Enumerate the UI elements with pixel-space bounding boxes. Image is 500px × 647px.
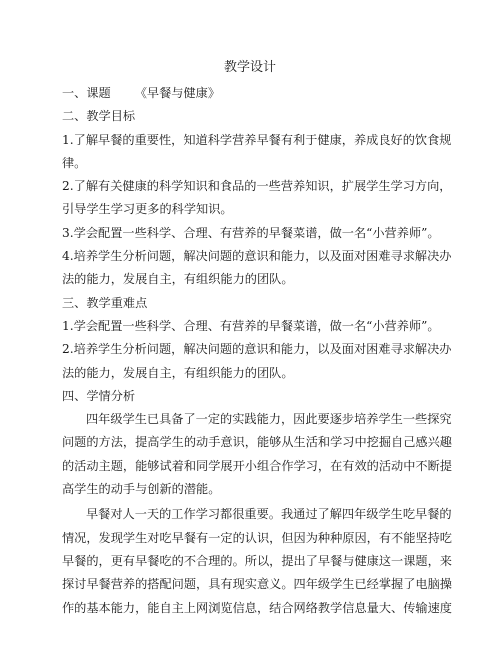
analysis-paragraph-2-line: 早餐对人一天的工作学习都很重要。我通过了解四年级学生吃早餐的 (86, 507, 452, 522)
objective-line: 3.学会配置一些科学、合理、有营养的早餐菜谱，做一名“小营养师”。 (62, 225, 440, 240)
objective-line: 2.了解有关健康的科学知识和食品的一些营养知识，扩展学生学习方向， (62, 179, 452, 194)
section-topic (62, 82, 428, 105)
analysis-paragraph-2-line: 探讨早餐营养的搭配问题，具有现实意义。四年级学生已经掌握了电脑操 (62, 577, 452, 592)
section-objectives-heading: 二、教学目标 (62, 109, 136, 124)
analysis-paragraph-1-line: 四年级学生已具备了一定的实践能力，因此要逐步培养学生一些探究 (86, 412, 452, 427)
objective-line: 法的能力，发展自主，有组织能力的团队。 (62, 272, 294, 287)
section-key-points-heading: 三、教学重难点 (62, 295, 148, 310)
analysis-paragraph-2-line: 早餐的，更有早餐吃的不合理的。所以，提出了早餐与健康这一课题，来 (62, 553, 452, 568)
section-topic-line (62, 82, 428, 105)
section-key-points (62, 292, 452, 385)
key-point-line: 2.培养学生分析问题，解决问题的意识和能力，以及面对困难寻求解决办 (62, 342, 452, 357)
objective-line: 律。 (62, 155, 87, 170)
objective-line: 1.了解早餐的重要性，知道科学营养早餐有利于健康，养成良好的饮食规 (62, 132, 452, 147)
section-student-analysis-heading: 四、学情分析 (62, 388, 136, 403)
objective-line: 4.培养学生分析问题，解决问题的意识和能力，以及面对困难寻求解决办 (62, 249, 452, 264)
objective-line: 引导学生学习更多的科学知识。 (62, 202, 233, 217)
section-student-analysis (62, 385, 452, 620)
section-topic-heading: 一、课题 (62, 86, 111, 100)
analysis-paragraph-2-line: 作的基本能力，能自主上网浏览信息，结合网络教学信息量大、传输速度 (62, 600, 452, 615)
analysis-paragraph-2-line: 情况，发现学生对吃早餐有一定的认识，但因为种种原因，有不能坚持吃 (62, 530, 452, 545)
analysis-paragraph-1-line: 的活动主题，能够试着和同学展开小组合作学习，在有效的活动中不断提 (62, 458, 452, 473)
key-point-line: 法的能力，发展自主，有组织能力的团队。 (62, 365, 294, 380)
analysis-paragraph-1-line: 高学生的动手与创新的潜能。 (62, 482, 221, 497)
analysis-paragraph-1-line: 问题的方法，提高学生的动手意识，能够从生活和学习中挖掘自己感兴趣 (62, 435, 452, 450)
document-title: 教学设计 (223, 60, 276, 75)
key-point-line: 1.学会配置一些科学、合理、有营养的早餐菜谱，做一名“小营养师”。 (62, 318, 440, 333)
section-objectives (62, 105, 452, 291)
course-name: 《早餐与健康》 (134, 86, 221, 100)
